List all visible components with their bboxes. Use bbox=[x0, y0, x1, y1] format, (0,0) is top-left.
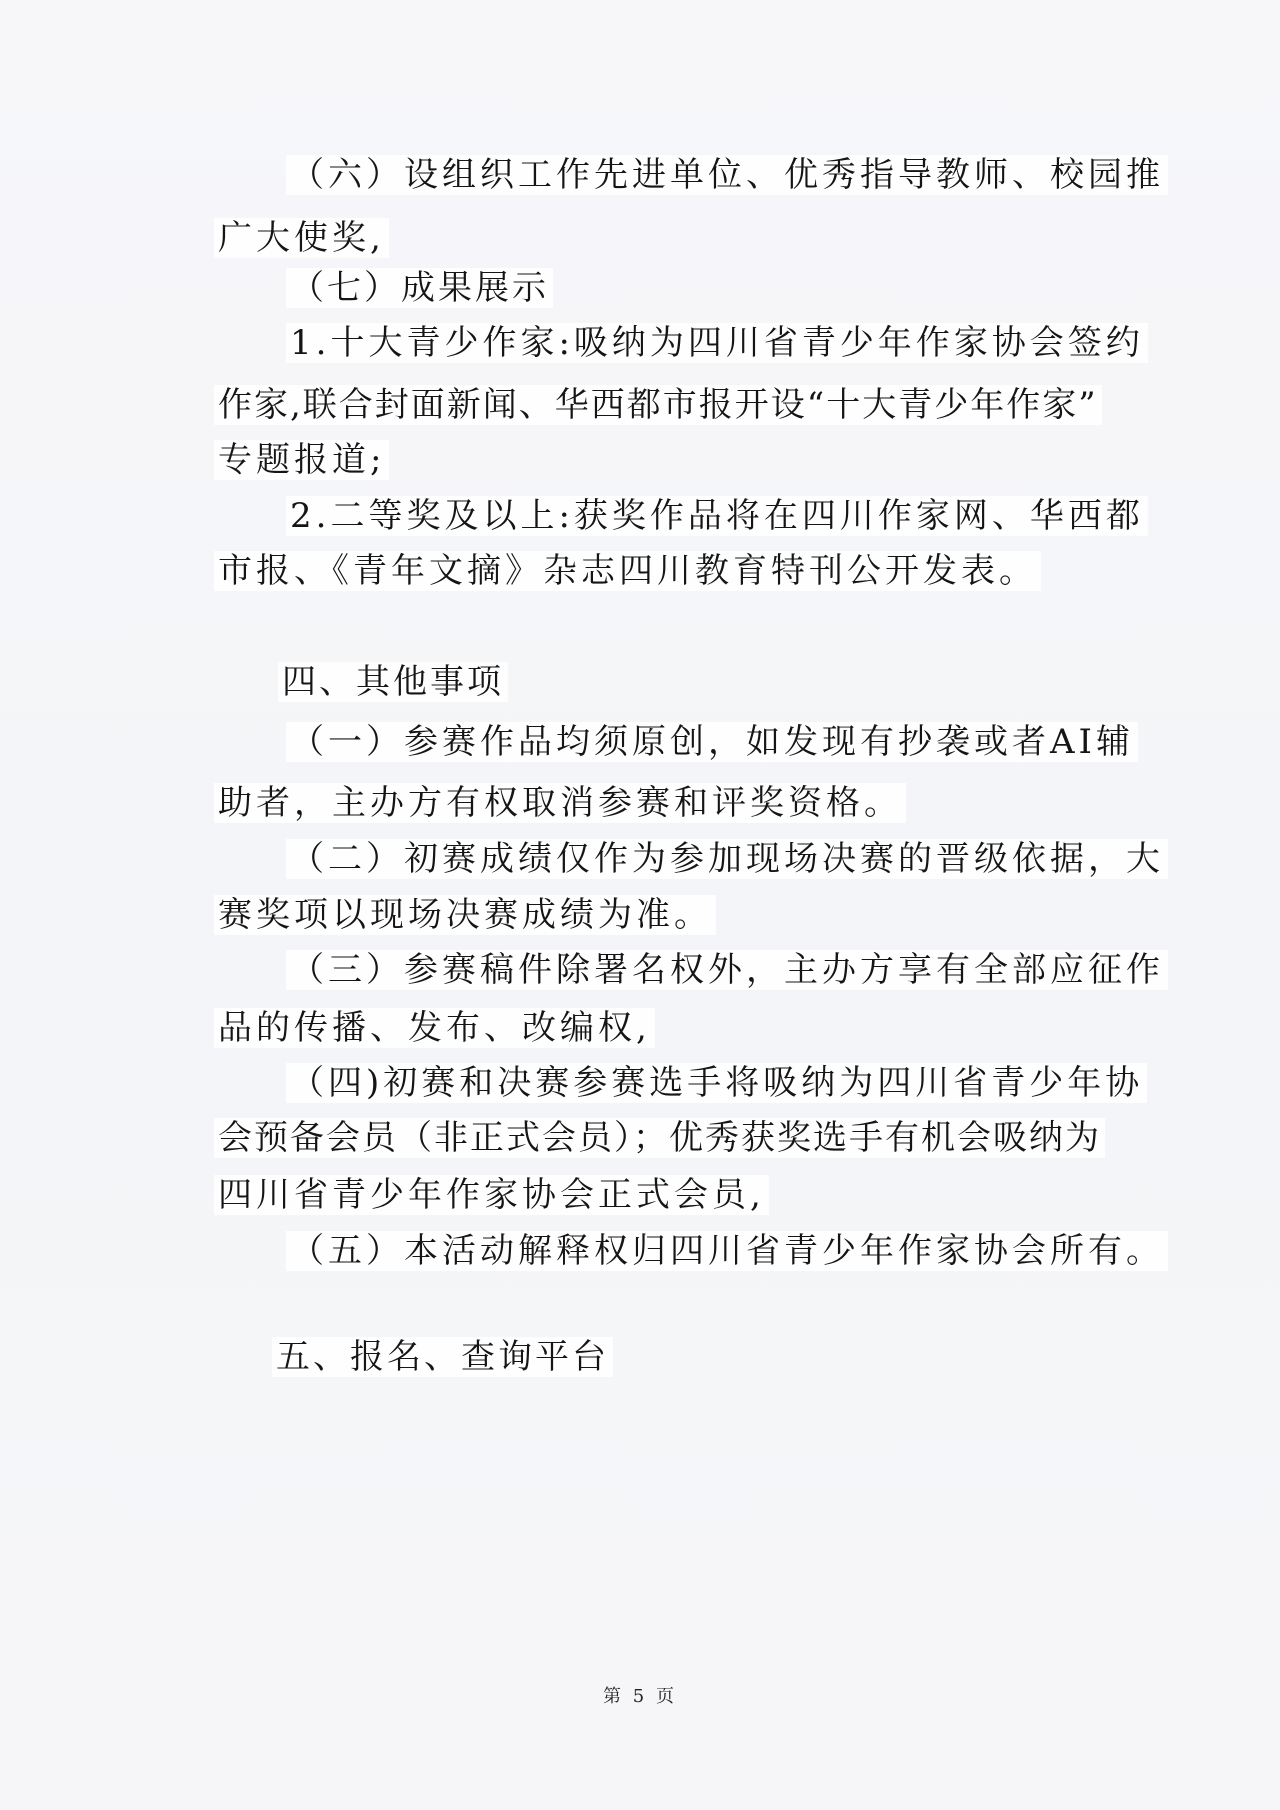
text-line: 1.十大青少作家:吸纳为四川省青少年作家协会签约 bbox=[286, 323, 1148, 363]
section-heading: （七）成果展示 bbox=[286, 268, 553, 308]
text-line: （三）参赛稿件除署名权外，主办方享有全部应征作 bbox=[286, 950, 1168, 990]
section-heading: 四、其他事项 bbox=[278, 662, 508, 702]
text-line: 2.二等奖及以上:获奖作品将在四川作家网、华西都 bbox=[286, 496, 1148, 536]
text-line: 专题报道; bbox=[214, 440, 389, 480]
text-line: 市报、《青年文摘》杂志四川教育特刊公开发表。 bbox=[214, 551, 1041, 591]
text-line: （六）设组织工作先进单位、优秀指导教师、校园推 bbox=[286, 155, 1168, 195]
text-line: （五）本活动解释权归四川省青少年作家协会所有。 bbox=[286, 1231, 1168, 1271]
text-line: （四)初赛和决赛参赛选手将吸纳为四川省青少年协 bbox=[286, 1063, 1147, 1103]
text-line: 四川省青少年作家协会正式会员, bbox=[214, 1175, 769, 1215]
text-line: 会预备会员（非正式会员）；优秀获奖选手有机会吸纳为 bbox=[214, 1118, 1105, 1158]
text-line: 赛奖项以现场决赛成绩为准。 bbox=[214, 895, 716, 935]
text-line: 助者，主办方有权取消参赛和评奖资格。 bbox=[214, 783, 906, 823]
text-line: （一）参赛作品均须原创，如发现有抄袭或者AI辅 bbox=[286, 722, 1138, 762]
section-heading: 五、报名、查询平台 bbox=[272, 1337, 613, 1377]
text-line: 作家,联合封面新闻、华西都市报开设“十大青少年作家” bbox=[214, 385, 1102, 425]
page-number: 第 5 页 bbox=[603, 1686, 677, 1707]
text-line: （二）初赛成绩仅作为参加现场决赛的晋级依据，大 bbox=[286, 839, 1168, 879]
text-line: 品的传播、发布、改编权, bbox=[214, 1008, 655, 1048]
text-line: 广大使奖, bbox=[214, 218, 389, 258]
